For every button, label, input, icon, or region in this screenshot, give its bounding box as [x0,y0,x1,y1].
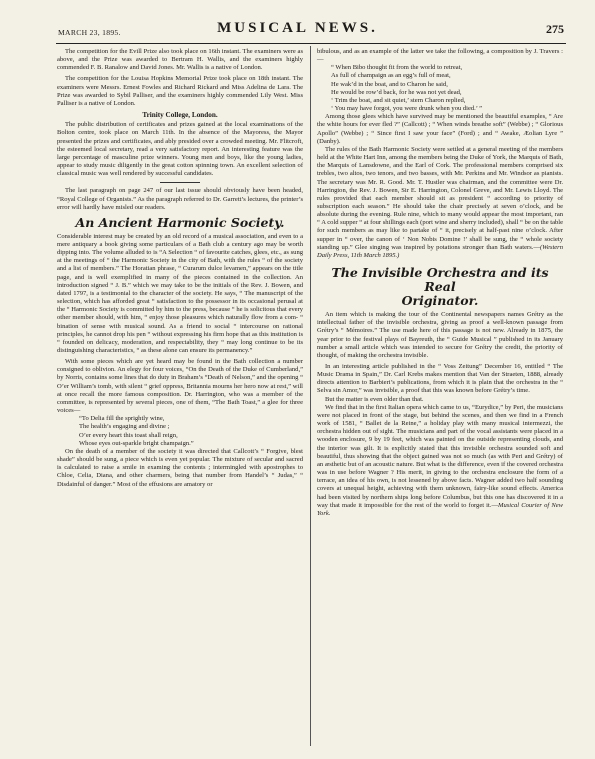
erratum-paragraph: The last paragraph on page 247 of our last issue should obviously have been headed, “Royal College of Organists.” As the paragraph referred to Dr. Garrett’s lectures, the printer’s error will hardly have misled our readers. [57,187,303,211]
source-citation: Musical Courier of New York. [317,501,564,517]
verse-line: He wak’d in the boat, and to Charon he said, [331,80,448,88]
surviving-glees-paragraph: Among those glees which have survived may be mentioned the beautiful examples, “ Are the white hours for ever fled ?” (Callcott) ; “ When winds breathe soft” (Webbe) ; “ Glorious Apollo” (Webbe) ; “ Since first I saw your face” (Ford) ; and “ Awake, Æolian Lyre ” (Danby). [317,113,563,145]
verse-line: “To Delia fill the sprightly wine, [79,415,165,423]
voss-zeitung-paragraph: In an interesting article published in the “ Voss Zeitung” December 16, entitled “ The Music Drama in Spain,” Dr. Carl Krebs makes mention that Van der Straeten, 1888, already directs attention to Barbieri’s publications, from which it is plain that the orchestra in the “ Selva sin Amor,” was invisible, a proof that this was known before Grétry’s time. [317,363,563,395]
verse-line: He would be row’d back, for he was not yet dead, [331,88,462,96]
gretry-paragraph: An item which is making the tour of the Continental newspapers names Grétry as the intellectual father of the invisible orchestra, giving as proof a well-known passage from Grétry’s “ Mémoires.” The use made here of this passage is not new. Already in 1875, the year prior to the festival plays of Bayreuth, the “ Guide Musical ” published in its January number a small article which was intended to secure for Grétry the credit, the priority of thought, of making the orchestra invisible. [317,311,563,359]
eurydice-paragraph [317,404,563,518]
section-separator [160,182,200,183]
eurydice-text: We find that in the first Italian opera which came to us, “Eurydice,” by Peri, the musicians were not placed in front of the stage, but behind the scenes, and then we find in a French work of 1581, “ Ballet de la Reine,” a holiday play with many musical intermezzi, the orchestra hidden out of sight. The musicians and part of the vocal assistants were placed in a wooden enclosure, 9 by 19 feet, which was painted on the outside representing clouds, and the interior was gilt. It is explicitly stated that this invisible orchestra sounded soft and beautiful, thus showing that the object gained was not so much (as with Peri and Grétry) of an æsthetic but of an acoustic nature. But what is the difference, even if the covered orchestra was in use before Wagner ? His merit, in giving to the orchestra enclosure the form of a terrace, an idea of his own, is not lessened by above facts. Wagner added two half sounding covers at unequal height, achieving with them unknown, fairy-like sound effects. America had been visited by northern ships long before Columbus, but this one has discovered it in a way that made it impossible for the rest of the world to forget it.— [317,403,563,509]
page-header [0,0,595,40]
bolton-paragraph: The public distribution of certificates and prizes gained at the local examinations of the Bolton centre, took place on March 11th. In the absence of the Mayoress, the Mayor presented the prizes and certificates, and ably presided over a crowded meeting. Mr. Flitcroft, the esteemed local secretary, read a very satisfactory report. An interesting feature was the large percentage of masculine prize winners. Young men and boys, like the young ladies, appear to study music diligently in the great cotton spinning town. An excellent selection of classical music was well rendered by successful candidates. [57,121,303,178]
heading-line: The Invisible Orchestra and its Real [331,265,549,295]
ancient-harmonic-heading: An Ancient Harmonic Society. [75,214,285,230]
older-paragraph: But the matter is even older than that. [325,395,424,403]
source-citation: (Western Daily Press, 11th March 1895.) [317,243,563,259]
bath-collection-paragraph: With some pieces which are yet heard may be found in the Bath collection a number consigned to oblivion. An elegy for four voices, “On the Death of the Duke of Cumberland,” by Norris, contains some lines that do duty in Braham’s “Death of Nelson,” and the opening “ O’er William’s tomb, with silent “ grief oppress, Britannia mourns her hero now at rest,” will at once recall the more famous composition. Dr. Harrington, who was a member of the committee, is represented by several pieces, one of them, “The Bath Toast,” a glee for three voices— [57,358,303,415]
society-rules-text: The rules of the Bath Harmonic Society were settled at a general meeting of the members held at the White Hart Inn, among the members being the Duke of York, the Marquis of Bath, the Marquis of Lansdowne, and the Earl of Cork. The professional members comprised six trebles, two altos, two tenors, and two basses, with Mr. Perkins and Mr. Windsor as pianists. The secretary was Mr. R. Good. Mr. T. Hustler was chairman, and the committee were Dr. Harrington, the Rev. J. Bowen, Sir E. Harrington, Colonel Greve, and Mr. Lewis Lloyd. The rules provided that each member should sit as president “ according to priority of subscription each season.” He should take the chair precisely at seven o’clock, and be absolute during the evening. Rule nine, which to many would appear the most important, ran “ A cold supper “ at four shillings each (port wine and sherry included), shall “ be on the table for such members as may like to partake of “ it, precisely at half-past nine o’clock. After supper in “ over, the canon of ‘ Non Nobis Domine !’ shall be sung, the “ whole society standing up.” Glee singing was inspired by potations stronger than Bath waters.— [317,145,563,251]
right-column [317,48,563,518]
verse-line: As full of champaign as an egg’s full of meat, [331,72,451,80]
verse-line: O’er every heart this toast shall reign, [79,431,178,439]
hopkins-prize-paragraph: The competition for the Louisa Hopkins Memorial Prize took place on 18th instant. The examiners were Messrs. Ernest Fowles and Richard Rickard and Miss Adelina de Lara. The Prize was awarded to Sybil Palliser, and the examiners highly commended Lily West. Miss Palliser is a native of London. [57,75,303,107]
verse-line: Whose eyes out-sparkle bright champaign.” [79,439,194,447]
trinity-college-heading: Trinity College, London. [142,111,218,120]
verse-line: ‘ You may have forgot, you were drunk when you died.’ ” [331,105,483,113]
left-column [57,48,303,489]
masthead-title: MUSICAL NEWS. [217,20,378,36]
bibulous-paragraph: bibulous, and as an example of the latter we take the following, a composition by J. Travers :— [317,48,563,64]
verse-line: “ When Bibo thought fit from the world to retreat, [331,64,463,72]
header-rule [56,43,566,44]
society-rules-paragraph [317,146,563,260]
column-divider [310,46,311,746]
bibo-verse [331,64,563,113]
death-member-paragraph: On the death of a member of the society it was directed that Callcott’s “ Forgive, blest shade” should be sung, a piece which is even yet popular. The mixture of secular and sacred is calculated to raise a smile in examing the contents ; intermingled with apostrophes to Chloe, Celia, Diana, and other charmers, being that number from Handel’s “ Judas,” “ Disdainful of danger.” Most of the effusions are amatory or [57,447,303,488]
verse-line: The health’s engaging and divine ; [79,423,170,431]
bath-toast-verse [79,415,303,448]
invisible-orchestra-heading [317,266,563,308]
bath-club-paragraph: Considerable interest may be created by an old record of a musical association, and even to a mere antiquary a book giving some particulars of a Bath club a century ago may be worth dipping into. The volume alluded to is “A Selection “ of favourite catches, glees, etc., as sung at the meetings of “ the Harmonic Society in the city of Bath, with the rules “ of the society and a list of members.” The Horatian phrase, “ Curarum dulce levamen,” appears on the title page, and is well exemplified in many of the pieces contained in the collection. An introduction signed “ J. B.” which we may take to be the initials of the Rev. J. Bowen, and dated 1797, is a testimonial to the character of the society. He says, “ The manuscript of the selection, which has afforded great “ satisfaction to the possessor in its occasional perusal at the “ Harmonic Society is committed by him to the press, because “ he is solicitous that every other member should, with him, “ enjoy those pleasures which naturally flow from a com- “ bination of sense with musical sound. As a friend to social “ intercourse on rational principles, he cannot drop his pen “ without expressing his firm hope that as this institution is “ founded on delicacy, moderation, and respectability, they “ may long continue to be its distinguishing characteristics, “ as these alone can ensure its permanency.” [57,232,303,354]
verse-line: ‘ Trim the boat, and sit quiet,’ stern Charon replied, [331,96,466,104]
issue-date: MARCH 23, 1895. [58,28,121,37]
page-number: 275 [546,22,564,36]
evill-prize-paragraph: The competition for the Evill Prize also took place on 16th instant. The examiners were as above, and the Prize was awarded to Bertram H. Wallis, and the examiners highly commended F. B. Ranalow and David Jones. Mr. Wallis is a native of London. [57,48,303,72]
heading-line: Originator. [401,293,479,309]
